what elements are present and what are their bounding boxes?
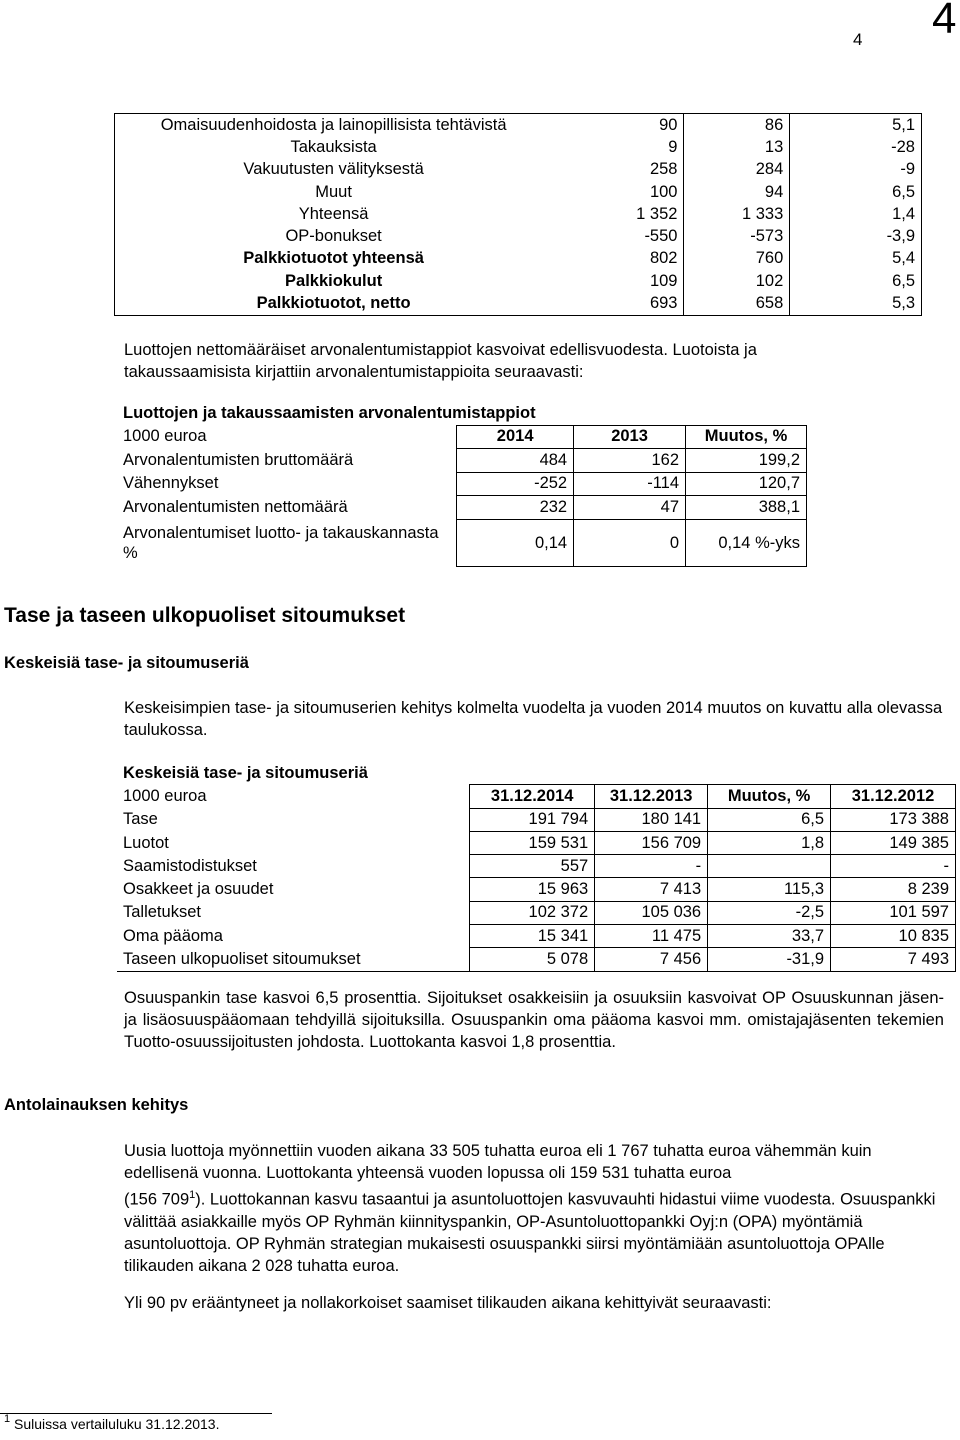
- table-row: [117, 855, 956, 878]
- impairment-row-label: Vähennykset: [123, 474, 219, 493]
- page-number-small: 4: [853, 30, 863, 49]
- balance-row-value: 15 341: [470, 925, 595, 948]
- table-row: [115, 225, 922, 247]
- impairment-row-value: 47: [574, 496, 686, 520]
- balance-row-label: Tase: [123, 810, 158, 829]
- fee-row-label: Omaisuudenhoidosta ja lainopillisista tehtävistä: [115, 114, 553, 137]
- section-heading-balance: Tase ja taseen ulkopuoliset sitoumukset: [4, 604, 406, 627]
- subheading-lending: Antolainauksen kehitys: [4, 1096, 189, 1114]
- fee-row-label: Takauksista: [115, 136, 553, 158]
- fee-row-value: 5,3: [790, 292, 922, 315]
- table-row: [117, 808, 956, 831]
- balance-row-value: 1,8: [708, 831, 831, 854]
- balance-row-value: 7 493: [831, 948, 956, 971]
- fee-row-value: 86: [684, 114, 790, 137]
- footnote-text: Suluissa vertailuluku 31.12.2013.: [14, 1416, 220, 1432]
- balance-row-label: Talletukset: [123, 903, 201, 922]
- fee-row-value: 109: [649, 271, 678, 290]
- fee-row-value: 6,5: [790, 181, 922, 203]
- fee-row-label: Muut: [115, 181, 553, 203]
- fee-row-value: 102: [684, 270, 790, 292]
- table-row: [115, 203, 922, 225]
- footnote-separator: [0, 1413, 272, 1414]
- fee-row-value: 693: [552, 292, 684, 315]
- balance-row-value: 173 388: [831, 808, 956, 831]
- impairment-table: [117, 402, 807, 567]
- balance-row-value: -: [831, 855, 956, 878]
- fee-row-value: 1 352: [636, 204, 678, 223]
- balance-row-value: 11 475: [595, 925, 708, 948]
- footnote: [4, 1413, 220, 1432]
- impairment-row-value: 120,7: [686, 472, 807, 496]
- impairment-row-value: 232: [457, 496, 574, 520]
- balance-row-value: 101 597: [831, 901, 956, 924]
- lending-text-1: Uusia luottoja myönnettiin vuoden aikana 33 505 tuhatta euroa eli 1 767 tuhatta euroa vähemmän kuin edellisenä vuonna. Luottokanta yhteensä vuoden lopussa oli 159 531 tuhatta euroa: [124, 1142, 872, 1182]
- balance-row-value: 159 531: [470, 831, 595, 854]
- fee-row-value: 760: [684, 248, 790, 270]
- table-row: [117, 449, 807, 473]
- footnote-ref[interactable]: 1: [189, 1189, 196, 1201]
- balance-row-label: Taseen ulkopuoliset sitoumukset: [117, 948, 470, 971]
- balance-header-2013: 31.12.2013: [595, 785, 708, 808]
- impairment-row-value: 162: [574, 449, 686, 473]
- fee-row-value: 6,5: [790, 270, 922, 292]
- impairment-table-unit: 1000 euroa: [123, 427, 207, 446]
- table-row: [115, 114, 922, 137]
- impairment-row-value: 484: [457, 449, 574, 473]
- table-row: [117, 925, 956, 948]
- table-row: [115, 159, 922, 181]
- balance-row-value: 102 372: [470, 901, 595, 924]
- balance-header-change: Muutos, %: [708, 785, 831, 808]
- table-row: [117, 831, 956, 854]
- fee-row-value: -573: [684, 225, 790, 247]
- fee-row-value: 13: [684, 136, 790, 158]
- balance-row-value: -: [595, 855, 708, 878]
- impairment-header-2013: 2013: [574, 425, 686, 449]
- impairment-header-change: Muutos, %: [686, 425, 807, 449]
- fee-row-label: Palkkiotuotot yhteensä: [115, 248, 553, 270]
- table-row: [117, 901, 956, 924]
- impairment-row-value: 199,2: [686, 449, 807, 473]
- balance-row-value: 5 078: [470, 948, 595, 971]
- fee-row-label: Yhteensä: [115, 203, 553, 225]
- balance-row-label: Oma pääoma: [123, 926, 223, 945]
- balance-table-title: Keskeisiä tase- ja sitoumuseriä: [123, 763, 368, 782]
- fee-row-value: 94: [684, 181, 790, 203]
- impairment-row-value: -114: [574, 472, 686, 496]
- lending-text-3: ). Luottokannan kasvu tasaantui ja asuntoluottojen kasvuvauhti hidastui viime vuodesta. Osuuspankki välittää asiakkaille myös OP Ryhmän kiinnityspankin, OP-Asuntoluottopankki Oyj:n (OPA) myöntämiä asuntoluottoja. OP Ryhmän strategian mukaisesti osuuspankki siirsi myöntämiään asuntoluottoja OPAlle tilikauden aikana 2 028 tuhatta euroa.: [124, 1190, 936, 1275]
- table-row: [115, 248, 922, 270]
- table-row: [115, 270, 922, 292]
- fee-row-value: 1 333: [684, 203, 790, 225]
- impairment-row-label: Arvonalentumisten bruttomäärä: [123, 450, 354, 469]
- balance-row-value: 6,5: [708, 808, 831, 831]
- table-row: [115, 181, 922, 203]
- fee-row-value: 658: [684, 292, 790, 315]
- balance-row-value: 15 963: [470, 878, 595, 901]
- balance-paragraph: Osuuspankin tase kasvoi 6,5 prosenttia. Sijoitukset osakkeisiin ja osuuksiin kasvoivat OP Osuuskunnan jäsen- ja lisäosuuspääomaan tehdyillä sijoituksilla. Osuuspankin oma pääoma kasvoi mm. omistajajäsenten tekemien Tuotto-osuussijoitusten johdosta. Luottokanta kasvoi 1,8 prosenttia.: [124, 989, 944, 1051]
- impairment-row-label: Arvonalentumiset luotto- ja takauskannasta %: [123, 523, 439, 562]
- impairment-row-label: Arvonalentumisten nettomäärä: [123, 497, 348, 516]
- fee-row-value: -550: [644, 227, 678, 246]
- balance-row-label: Osakkeet ja osuudet: [123, 880, 274, 899]
- balance-row-value: [708, 855, 831, 878]
- fee-row-value: 90: [552, 114, 684, 137]
- balance-table-unit: 1000 euroa: [123, 786, 207, 805]
- balance-row-value: 156 709: [595, 831, 708, 854]
- impairment-row-value: 0,14: [457, 519, 574, 566]
- fee-row-value: 1,4: [790, 203, 922, 225]
- fee-row-value: 802: [649, 249, 678, 268]
- fee-row-value: 284: [684, 159, 790, 181]
- overdue-paragraph: Yli 90 pv erääntyneet ja nollakorkoiset saamiset tilikauden aikana kehittyivät seuraavasti:: [124, 1294, 772, 1312]
- balance-header-2012: 31.12.2012: [831, 785, 956, 808]
- balance-row-value: 191 794: [470, 808, 595, 831]
- balance-table: [117, 762, 956, 972]
- impairment-table-title: Luottojen ja takaussaamisten arvonalentumistappiot: [123, 403, 536, 422]
- balance-row-value: 10 835: [831, 925, 956, 948]
- fee-row-label: OP-bonukset: [115, 225, 553, 247]
- table-row: [117, 519, 807, 566]
- table-row: [117, 472, 807, 496]
- balance-header-2014: 31.12.2014: [470, 785, 595, 808]
- lending-paragraph: [124, 1140, 944, 1277]
- table-row: [115, 292, 922, 315]
- fee-row-value: -28: [790, 136, 922, 158]
- lending-text-2: (156 709: [124, 1190, 190, 1209]
- balance-row-value: 8 239: [831, 878, 956, 901]
- impairment-row-value: -252: [457, 472, 574, 496]
- table-row: [117, 878, 956, 901]
- impairment-header-2014: 2014: [457, 425, 574, 449]
- balance-row-value: 7 413: [595, 878, 708, 901]
- impairment-row-value: 388,1: [686, 496, 807, 520]
- balance-row-value: 7 456: [595, 948, 708, 971]
- table-row: [117, 948, 956, 971]
- balance-row-value: 557: [470, 855, 595, 878]
- footnote-mark: 1: [4, 1413, 11, 1425]
- balance-row-value: 149 385: [831, 831, 956, 854]
- subheading-key-items: Keskeisiä tase- ja sitoumuseriä: [4, 654, 249, 672]
- balance-row-value: -31,9: [708, 948, 831, 971]
- impairment-paragraph: Luottojen nettomääräiset arvonalentumistappiot kasvoivat edellisvuodesta. Luotoista ja takaussaamisista kirjattiin arvonalentumistappioita seuraavasti:: [124, 341, 757, 381]
- fee-row-value: -9: [790, 159, 922, 181]
- table-row: [115, 136, 922, 158]
- fee-row-value: 5,1: [790, 114, 922, 137]
- balance-row-value: 105 036: [595, 901, 708, 924]
- balance-row-value: 115,3: [708, 878, 831, 901]
- key-items-paragraph: Keskeisimpien tase- ja sitoumuserien kehitys kolmelta vuodelta ja vuoden 2014 muutos on kuvattu alla olevassa taulukossa.: [124, 699, 943, 739]
- balance-row-value: -2,5: [708, 901, 831, 924]
- balance-row-label: Saamistodistukset: [123, 856, 257, 875]
- fee-row-label: Palkkiokulut: [115, 270, 553, 292]
- impairment-row-value: 0,14 %-yks: [686, 519, 807, 566]
- fee-row-value: -3,9: [790, 225, 922, 247]
- fee-row-label: Palkkiotuotot, netto: [115, 292, 553, 315]
- balance-row-value: 33,7: [708, 925, 831, 948]
- impairment-row-value: 0: [574, 519, 686, 566]
- fee-income-table: [114, 113, 922, 316]
- balance-row-value: 180 141: [595, 808, 708, 831]
- page-number-large: 4: [932, 0, 957, 43]
- fee-row-value: 9: [668, 137, 678, 156]
- fee-row-value: 258: [649, 160, 678, 179]
- fee-row-label: Vakuutusten välityksestä: [115, 159, 553, 181]
- balance-row-label: Luotot: [123, 833, 169, 852]
- fee-row-value: 5,4: [790, 248, 922, 270]
- table-row: [117, 496, 807, 520]
- fee-row-value: 100: [649, 182, 678, 201]
